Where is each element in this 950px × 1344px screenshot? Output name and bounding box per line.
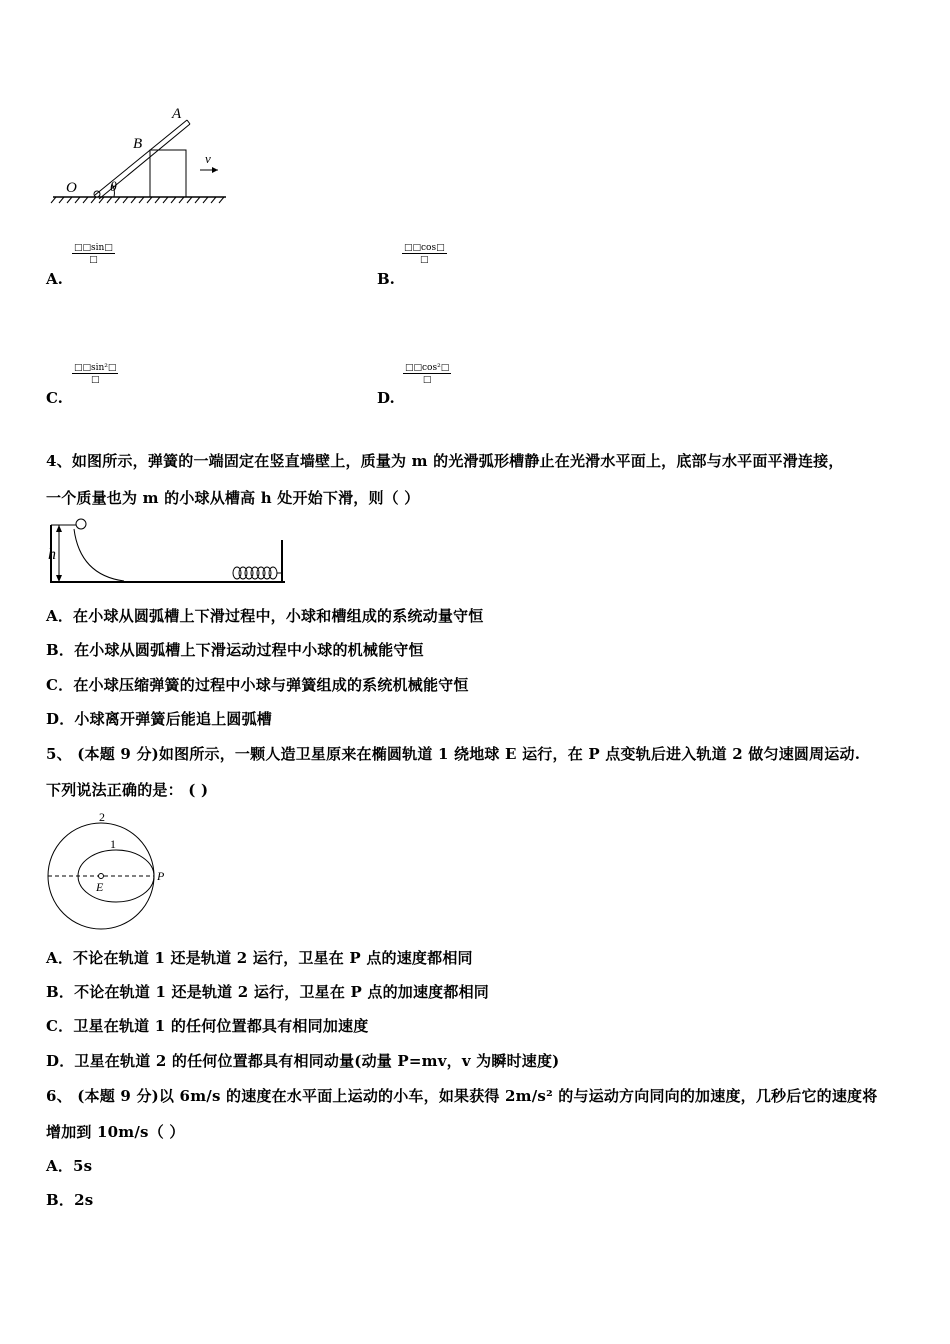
q6-option-a[interactable]: A．5s [46, 1157, 93, 1175]
q5-figure [44, 808, 174, 934]
q3-option-a-denominator: □ [89, 255, 98, 265]
q4-option-a[interactable]: A．在小球从圆弧槽上下滑过程中，小球和槽组成的系统动量守恒 [46, 607, 484, 625]
label-v: v [205, 151, 211, 166]
label-orbit-2: 2 [99, 810, 105, 824]
q4-option-b[interactable]: B．在小球从圆弧槽上下滑运动过程中小球的机械能守恒 [46, 641, 424, 659]
label-theta: θ [110, 180, 117, 195]
q6-option-b[interactable]: B．2s [46, 1191, 94, 1209]
q5-option-b[interactable]: B．不论在轨道 1 还是轨道 2 运行，卫星在 P 点的加速度都相同 [46, 983, 489, 1001]
q4-option-c[interactable]: C．在小球压缩弹簧的过程中小球与弹簧组成的系统机械能守恒 [46, 676, 469, 694]
label-B: B [133, 136, 143, 152]
q6-stem-line2: 增加到 10m/s（ ） [46, 1123, 185, 1141]
q3-option-b-numerator: □□cos□ [404, 243, 445, 253]
q3-option-a-letter: A. [46, 270, 63, 288]
q3-option-c-formula[interactable] [72, 363, 118, 387]
q5-option-d[interactable]: D．卫星在轨道 2 的任何位置都具有相同动量(动量 P=mv，v 为瞬时速度) [46, 1052, 560, 1070]
q4-stem-line2: 一个质量也为 m 的小球从槽高 h 处开始下滑，则（ ） [46, 489, 420, 507]
q4-option-d[interactable]: D．小球离开弹簧后能追上圆弧槽 [46, 710, 273, 728]
q4-stem-line1: 4、如图所示，弹簧的一端固定在竖直墙壁上，质量为 m 的光滑弧形槽静止在光滑水平面上，底部与水平面平滑连接， [46, 452, 844, 470]
q5-option-c[interactable]: C．卫星在轨道 1 的任何位置都具有相同加速度 [46, 1017, 369, 1035]
label-orbit-1: 1 [110, 837, 116, 851]
q3-option-d-numerator: □□cos²□ [405, 363, 450, 373]
q3-figure [48, 100, 238, 205]
q6-stem-line1: 6、 (本题 9 分)以 6m/s 的速度在水平面上运动的小车，如果获得 2m/s² 的与运动方向同向的加速度，几秒后它的速度将 [46, 1087, 878, 1105]
q3-option-b-letter: B. [377, 270, 395, 288]
label-E: E [96, 880, 104, 894]
q3-option-c-letter: C. [46, 389, 63, 407]
label-h: h [48, 546, 56, 563]
q3-option-b-denominator: □ [420, 255, 429, 265]
q3-option-d-formula[interactable] [403, 363, 451, 387]
q3-option-c-numerator: □□sin²□ [74, 363, 117, 373]
q3-option-a-numerator: □□sin□ [74, 243, 113, 253]
q5-stem-line1: 5、 (本题 9 分)如图所示，一颗人造卫星原来在椭圆轨道 1 绕地球 E 运行，在 P 点变轨后进入轨道 2 做匀速圆周运动. [46, 745, 861, 763]
q3-option-c-denominator: □ [90, 375, 100, 385]
q3-option-b-formula[interactable] [402, 243, 447, 267]
label-P: P [157, 869, 165, 883]
label-A: A [172, 106, 182, 122]
q5-option-a[interactable]: A．不论在轨道 1 还是轨道 2 运行，卫星在 P 点的速度都相同 [46, 949, 473, 967]
q5-stem-line2: 下列说法正确的是： ( ) [46, 781, 209, 799]
label-O: O [66, 180, 77, 196]
q3-option-a-formula[interactable] [72, 243, 115, 267]
q3-option-d-denominator: □ [422, 375, 432, 385]
q3-option-d-letter: D. [377, 389, 395, 407]
q4-figure [44, 515, 290, 587]
